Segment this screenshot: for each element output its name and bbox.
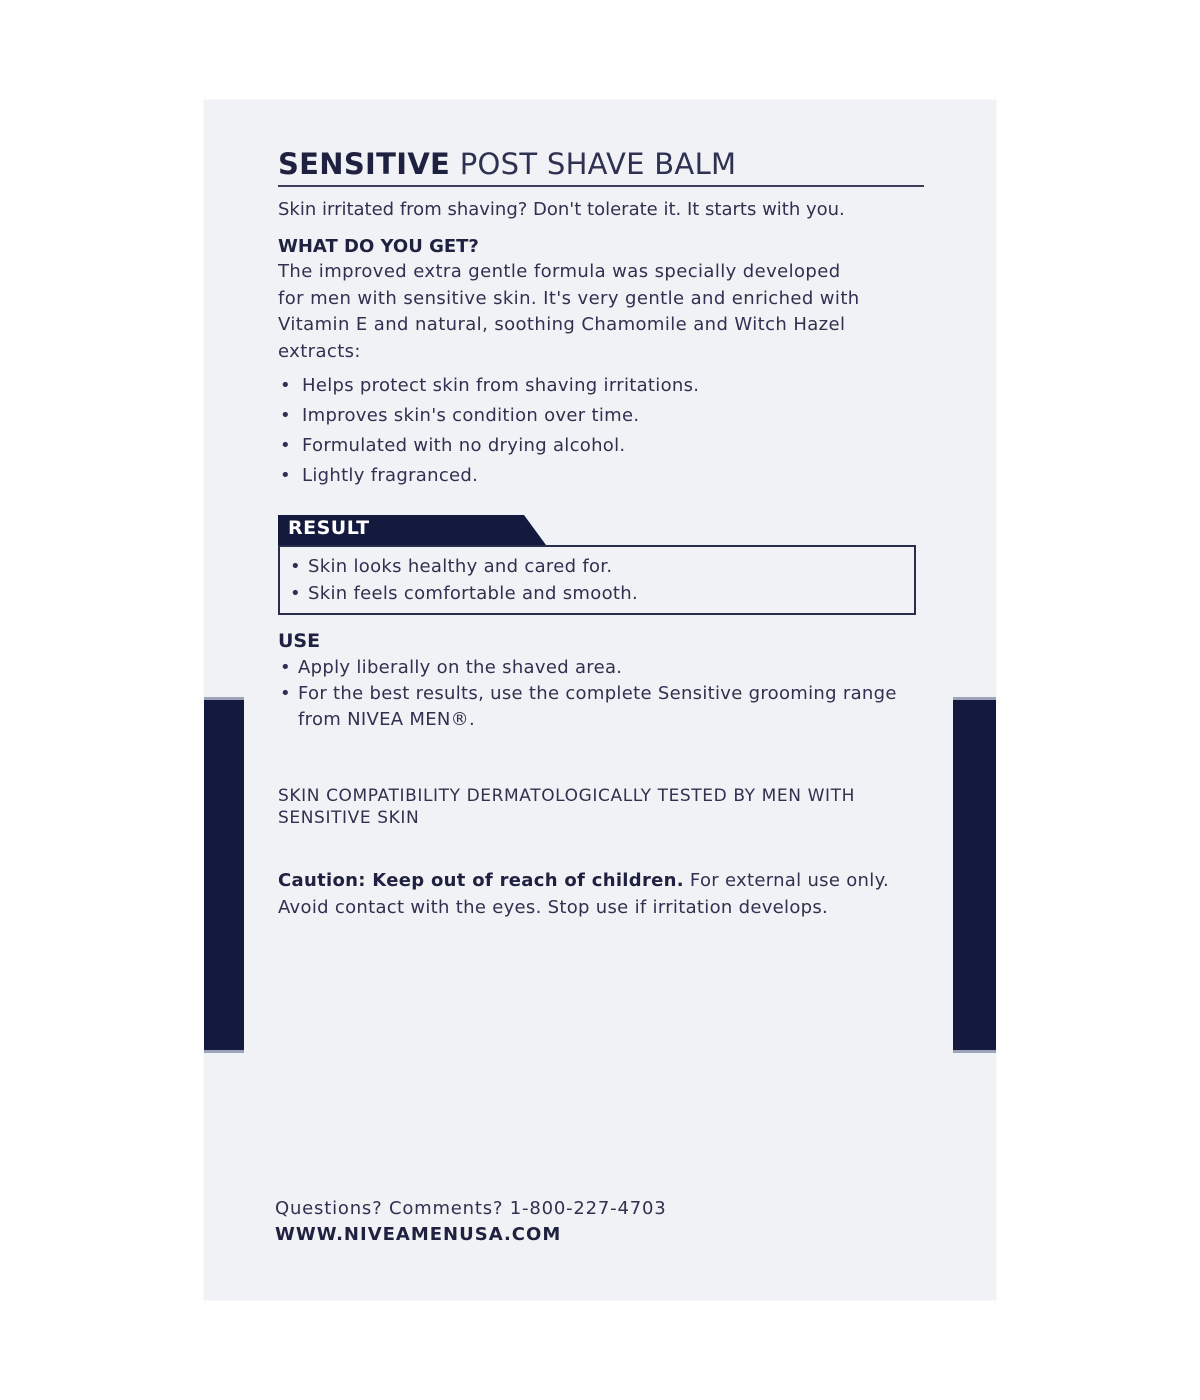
- description-line: The improved extra gentle formula was specially developed: [278, 261, 841, 282]
- benefit-list: [278, 371, 928, 491]
- result-box: [278, 545, 916, 615]
- compatibility-note: [278, 785, 928, 829]
- product-title-bold: SENSITIVE: [278, 147, 451, 181]
- website-url: WWW.NIVEAMENUSA.COM: [275, 1224, 562, 1245]
- contact-line: Questions? Comments? 1-800-227-4703: [275, 1198, 667, 1219]
- caution-line: [278, 867, 928, 894]
- title-divider: [278, 185, 924, 187]
- tagline: Skin irritated from shaving? Don't tolerate it. It starts with you.: [278, 199, 845, 220]
- list-item: • For the best results, use the complete Sensitive grooming range from NIVEA MEN®.: [278, 681, 928, 733]
- description-line: extracts:: [278, 340, 361, 362]
- panel-content: [278, 144, 928, 921]
- list-item: • Skin feels comfortable and smooth.: [288, 580, 914, 607]
- compatibility-line: SKIN COMPATIBILITY DERMATOLOGICALLY TESTED BY MEN WITH: [278, 786, 855, 806]
- what-you-get-heading: WHAT DO YOU GET?: [278, 236, 479, 257]
- description-line: Vitamin E and natural, soothing Chamomile and Witch Hazel: [278, 314, 846, 335]
- what-you-get-description: [278, 259, 928, 365]
- list-item: • Formulated with no drying alcohol.: [278, 431, 928, 461]
- result-section: [278, 515, 928, 615]
- caution-line: Avoid contact with the eyes. Stop use if irritation develops.: [278, 897, 829, 918]
- caution-text: For external use only.: [683, 870, 889, 891]
- list-item: • Improves skin's condition over time.: [278, 401, 928, 431]
- footer: [275, 1196, 666, 1248]
- list-item: • Lightly fragranced.: [278, 461, 928, 491]
- list-item: • Apply liberally on the shaved area.: [278, 655, 928, 681]
- list-item: • Helps protect skin from shaving irritations.: [278, 371, 928, 401]
- result-list: [288, 553, 914, 607]
- left-navy-band: [204, 697, 244, 1053]
- caution-note: [278, 867, 928, 921]
- result-tab: [278, 515, 546, 545]
- use-list: [278, 655, 928, 733]
- product-title-light: POST SHAVE BALM: [459, 147, 737, 181]
- use-heading: USE: [278, 630, 321, 652]
- result-heading: RESULT: [288, 517, 370, 539]
- list-item: • Skin looks healthy and cared for.: [288, 553, 914, 580]
- caution-bold: Caution: Keep out of reach of children.: [278, 870, 684, 891]
- package-back-panel: [204, 100, 996, 1300]
- compatibility-line: SENSITIVE SKIN: [278, 808, 420, 828]
- description-line: for men with sensitive skin. It's very gentle and enriched with: [278, 287, 860, 309]
- product-title: [278, 144, 928, 184]
- right-navy-band: [953, 697, 996, 1053]
